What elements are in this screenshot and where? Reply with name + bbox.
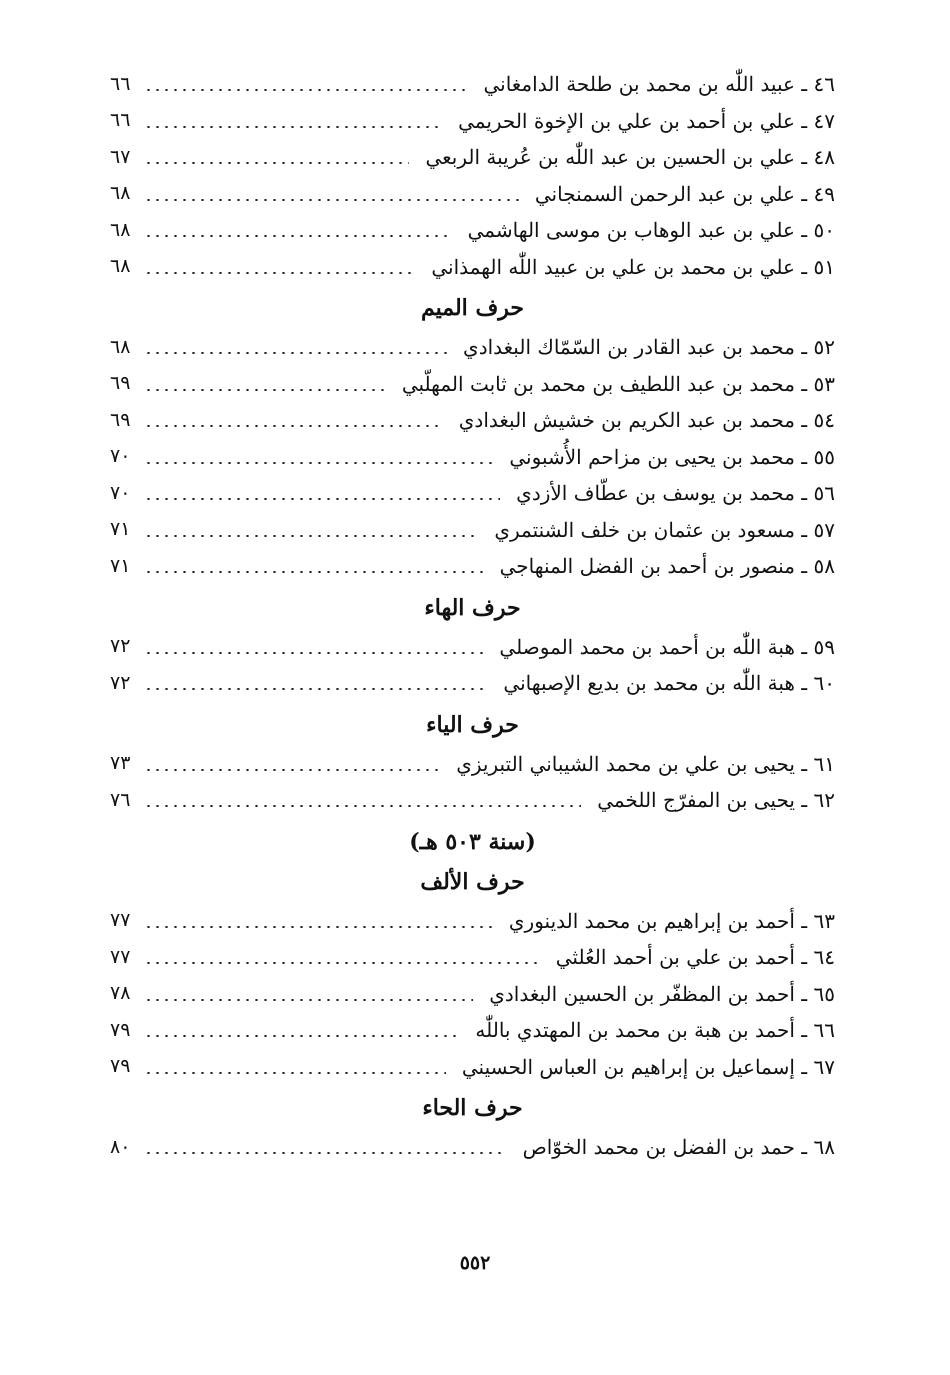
entry-text: ٥٢ ـ محمد بن عبد القادر بن السّمّاك البغدادي (463, 335, 835, 360)
entry-number: ٦٢ (813, 788, 835, 813)
entry-text: ٥٠ ـ علي بن عبد الوهاب بن موسى الهاشمي (467, 218, 835, 243)
toc-entry (110, 66, 835, 103)
entry-text: ٥٣ ـ محمد بن عبد اللطيف بن محمد بن ثابت المهلّبي (401, 371, 835, 396)
toc-entry (110, 1129, 835, 1166)
toc-entry (110, 176, 835, 213)
entry-name: منصور بن أحمد بن الفضل المنهاجي (499, 554, 795, 579)
toc-entry (110, 629, 835, 666)
entry-text: ٦٧ ـ إسماعيل بن إبراهيم بن العباس الحسيني (461, 1054, 835, 1079)
entry-name: محمد بن عبد الكريم بن خشيش البغدادي (458, 408, 795, 433)
entry-name: مسعود بن عثمان بن خلف الشنتمري (494, 517, 795, 542)
entry-name: محمد بن عبد القادر بن السّمّاك البغدادي (463, 335, 795, 360)
section-heading: حرف الياء (426, 711, 519, 738)
entry-page-number: ٦٨ (110, 182, 131, 205)
entry-number: ٥٤ (813, 408, 835, 433)
entry-number: ٦٧ (813, 1054, 835, 1079)
entry-number: ٥٩ (813, 634, 835, 659)
entry-number: ٦٥ (813, 981, 835, 1006)
table-of-contents (110, 66, 835, 1166)
toc-entry (110, 439, 835, 476)
dot-leader (144, 926, 493, 928)
dot-leader (144, 162, 409, 164)
entry-name: هبة اللّٰه بن محمد بن بديع الإصبهاني (503, 671, 795, 696)
entry-text: ٦٢ ـ يحيى بن المفرّج اللخمي (597, 788, 835, 813)
toc-entry (110, 782, 835, 819)
toc-entry (110, 746, 835, 783)
entry-name: أحمد بن علي بن أحمد العُلثي (555, 945, 795, 970)
toc-entry (110, 976, 835, 1013)
toc-entry (110, 249, 835, 286)
dot-leader (144, 805, 581, 807)
entry-number: ٦٨ (813, 1135, 835, 1160)
entry-text: ٦١ ـ يحيى بن علي بن محمد الشيباني التبريزي (456, 751, 835, 776)
entry-name: أحمد بن إبراهيم بن محمد الدينوري (508, 908, 795, 933)
entry-number: ٥٠ (813, 218, 835, 243)
entry-name: يحيى بن علي بن محمد الشيباني التبريزي (456, 751, 795, 776)
entry-page-number: ٧٧ (110, 909, 131, 932)
entry-text: ٥٩ ـ هبة اللّٰه بن أحمد بن محمد الموصلي (499, 634, 835, 659)
entry-name: علي بن الحسين بن عبد اللّٰه بن عُريبة الربعي (425, 145, 795, 170)
section-heading: حرف الحاء (422, 1095, 523, 1121)
entry-text: ٥٤ ـ محمد بن عبد الكريم بن خشيش البغدادي (458, 408, 835, 433)
entry-page-number: ٧٩ (110, 1018, 131, 1041)
dot-leader (144, 1072, 446, 1074)
entry-name: أحمد بن المظفّر بن الحسين البغدادي (489, 981, 795, 1006)
entry-text: ٦٥ ـ أحمد بن المظفّر بن الحسين البغدادي (489, 981, 835, 1006)
dot-leader (144, 769, 440, 771)
section-heading: حرف الهاء (424, 594, 521, 621)
toc-entry (110, 512, 835, 549)
entry-name: علي بن عبد الرحمن السمنجاني (534, 181, 795, 206)
toc-entry (110, 548, 835, 585)
dot-leader (144, 235, 452, 237)
entry-name: علي بن عبد الوهاب بن موسى الهاشمي (467, 218, 795, 243)
dot-leader (144, 962, 540, 964)
entry-page-number: ٧٠ (110, 481, 131, 504)
entry-text: ٦٨ ـ حمد بن الفضل بن محمد الخوّاص (522, 1135, 835, 1160)
dot-leader (144, 688, 487, 690)
dot-leader (144, 199, 519, 201)
entry-text: ٦٦ ـ أحمد بن هبة بن محمد بن المهتدي باللّٰه (475, 1018, 835, 1043)
entry-text: ٥٧ ـ مسعود بن عثمان بن خلف الشنتمري (494, 517, 835, 542)
entry-page-number: ٧١ (110, 554, 131, 577)
dot-leader (144, 272, 415, 274)
entry-page-number: ٧٢ (110, 635, 131, 658)
page-number: ٥٥٢ (459, 1252, 491, 1274)
entry-number: ٥١ (813, 254, 835, 279)
toc-entry (110, 475, 835, 512)
entry-number: ٥٢ (813, 335, 835, 360)
entry-name: عبيد اللّٰه بن محمد بن طلحة الدامغاني (483, 72, 795, 97)
entry-page-number: ٦٨ (110, 335, 131, 358)
entry-name: علي بن محمد بن علي بن عبيد اللّٰه الهمذاني (431, 254, 795, 279)
entry-page-number: ٦٨ (110, 218, 131, 241)
entry-page-number: ٧٠ (110, 445, 131, 468)
entry-page-number: ٦٨ (110, 255, 131, 278)
entry-number: ٥٥ (813, 444, 835, 469)
toc-entry (110, 402, 835, 439)
entry-number: ٥٣ (813, 371, 835, 396)
entry-name: علي بن أحمد بن علي بن الإخوة الحريمي (458, 108, 795, 133)
entry-name: يحيى بن المفرّج اللخمي (597, 788, 795, 813)
dot-leader (144, 498, 500, 500)
entry-page-number: ٧٧ (110, 945, 131, 968)
section-heading: حرف الميم (420, 295, 525, 321)
entry-page-number: ٦٦ (110, 109, 131, 132)
toc-entry (110, 139, 835, 176)
entry-name: محمد بن عبد اللطيف بن محمد بن ثابت المهلّبي (401, 371, 795, 396)
section-heading: حرف الألف (420, 868, 525, 895)
entry-page-number: ٧٢ (110, 671, 131, 694)
entry-page-number: ٦٧ (110, 145, 131, 168)
entry-page-number: ٧٣ (110, 752, 131, 775)
entry-page-number: ٧١ (110, 518, 131, 541)
entry-name: إسماعيل بن إبراهيم بن العباس الحسيني (461, 1054, 795, 1079)
entry-number: ٦٠ (813, 671, 835, 696)
toc-entry (110, 1049, 835, 1086)
entry-text: ٥٦ ـ محمد بن يوسف بن عطّاف الأزدي (516, 481, 835, 506)
toc-entry (110, 329, 835, 366)
entry-number: ٥٦ (813, 481, 835, 506)
entry-text: ٤٩ ـ علي بن عبد الرحمن السمنجاني (534, 181, 835, 206)
entry-page-number: ٨٠ (110, 1135, 131, 1158)
dot-leader (144, 389, 386, 391)
entry-number: ٤٧ (813, 108, 835, 133)
dot-leader (144, 535, 478, 537)
entry-text: ٥١ ـ علي بن محمد بن علي بن عبيد اللّٰه الهمذاني (431, 254, 835, 279)
entry-text: ٦٠ ـ هبة اللّٰه بن محمد بن بديع الإصبهاني (503, 671, 835, 696)
entry-number: ٦٣ (813, 908, 835, 933)
entry-page-number: ٦٦ (110, 72, 131, 95)
entry-number: ٦٤ (813, 945, 835, 970)
year-heading: (سنة ٥٠٣ هـ) (409, 828, 536, 855)
dot-leader (144, 999, 473, 1001)
entry-text: ٥٥ ـ محمد بن يحيى بن مزاحم الأُشبوني (509, 444, 835, 469)
dot-leader (144, 1035, 459, 1037)
entry-page-number: ٧٩ (110, 1055, 131, 1078)
toc-entry (110, 903, 835, 940)
entry-page-number: ٦٩ (110, 372, 131, 395)
entry-text: ٦٣ ـ أحمد بن إبراهيم بن محمد الدينوري (508, 908, 835, 933)
entry-page-number: ٦٩ (110, 408, 131, 431)
toc-entry (110, 939, 835, 976)
entry-number: ٥٨ (813, 554, 835, 579)
toc-entry (110, 665, 835, 702)
entry-number: ٤٦ (813, 72, 835, 97)
dot-leader (144, 571, 484, 573)
entry-page-number: ٧٨ (110, 982, 131, 1005)
entry-page-number: ٧٦ (110, 788, 131, 811)
entry-text: ٤٦ ـ عبيد اللّٰه بن محمد بن طلحة الدامغاني (483, 72, 835, 97)
entry-number: ٤٩ (813, 181, 835, 206)
entry-name: محمد بن يحيى بن مزاحم الأُشبوني (509, 444, 795, 469)
dot-leader (144, 652, 483, 654)
dot-leader (144, 126, 442, 128)
dot-leader (144, 352, 447, 354)
toc-entry (110, 103, 835, 140)
dot-leader (144, 1152, 507, 1154)
toc-entry (110, 212, 835, 249)
entry-text: ٤٨ ـ علي بن الحسين بن عبد اللّٰه بن عُريبة الربعي (425, 145, 835, 170)
toc-entry (110, 1012, 835, 1049)
entry-number: ٦١ (813, 751, 835, 776)
entry-number: ٥٧ (813, 517, 835, 542)
dot-leader (144, 462, 493, 464)
entry-name: محمد بن يوسف بن عطّاف الأزدي (516, 481, 795, 506)
entry-number: ٦٦ (813, 1018, 835, 1043)
entry-text: ٥٨ ـ منصور بن أحمد بن الفضل المنهاجي (499, 554, 835, 579)
entry-text: ٤٧ ـ علي بن أحمد بن علي بن الإخوة الحريمي (458, 108, 835, 133)
entry-name: هبة اللّٰه بن أحمد بن محمد الموصلي (499, 634, 795, 659)
dot-leader (144, 425, 443, 427)
entry-text: ٦٤ ـ أحمد بن علي بن أحمد العُلثي (555, 945, 835, 970)
dot-leader (144, 89, 467, 91)
entry-name: أحمد بن هبة بن محمد بن المهتدي باللّٰه (475, 1018, 795, 1043)
entry-name: حمد بن الفضل بن محمد الخوّاص (522, 1135, 795, 1160)
toc-entry (110, 366, 835, 403)
entry-number: ٤٨ (813, 145, 835, 170)
